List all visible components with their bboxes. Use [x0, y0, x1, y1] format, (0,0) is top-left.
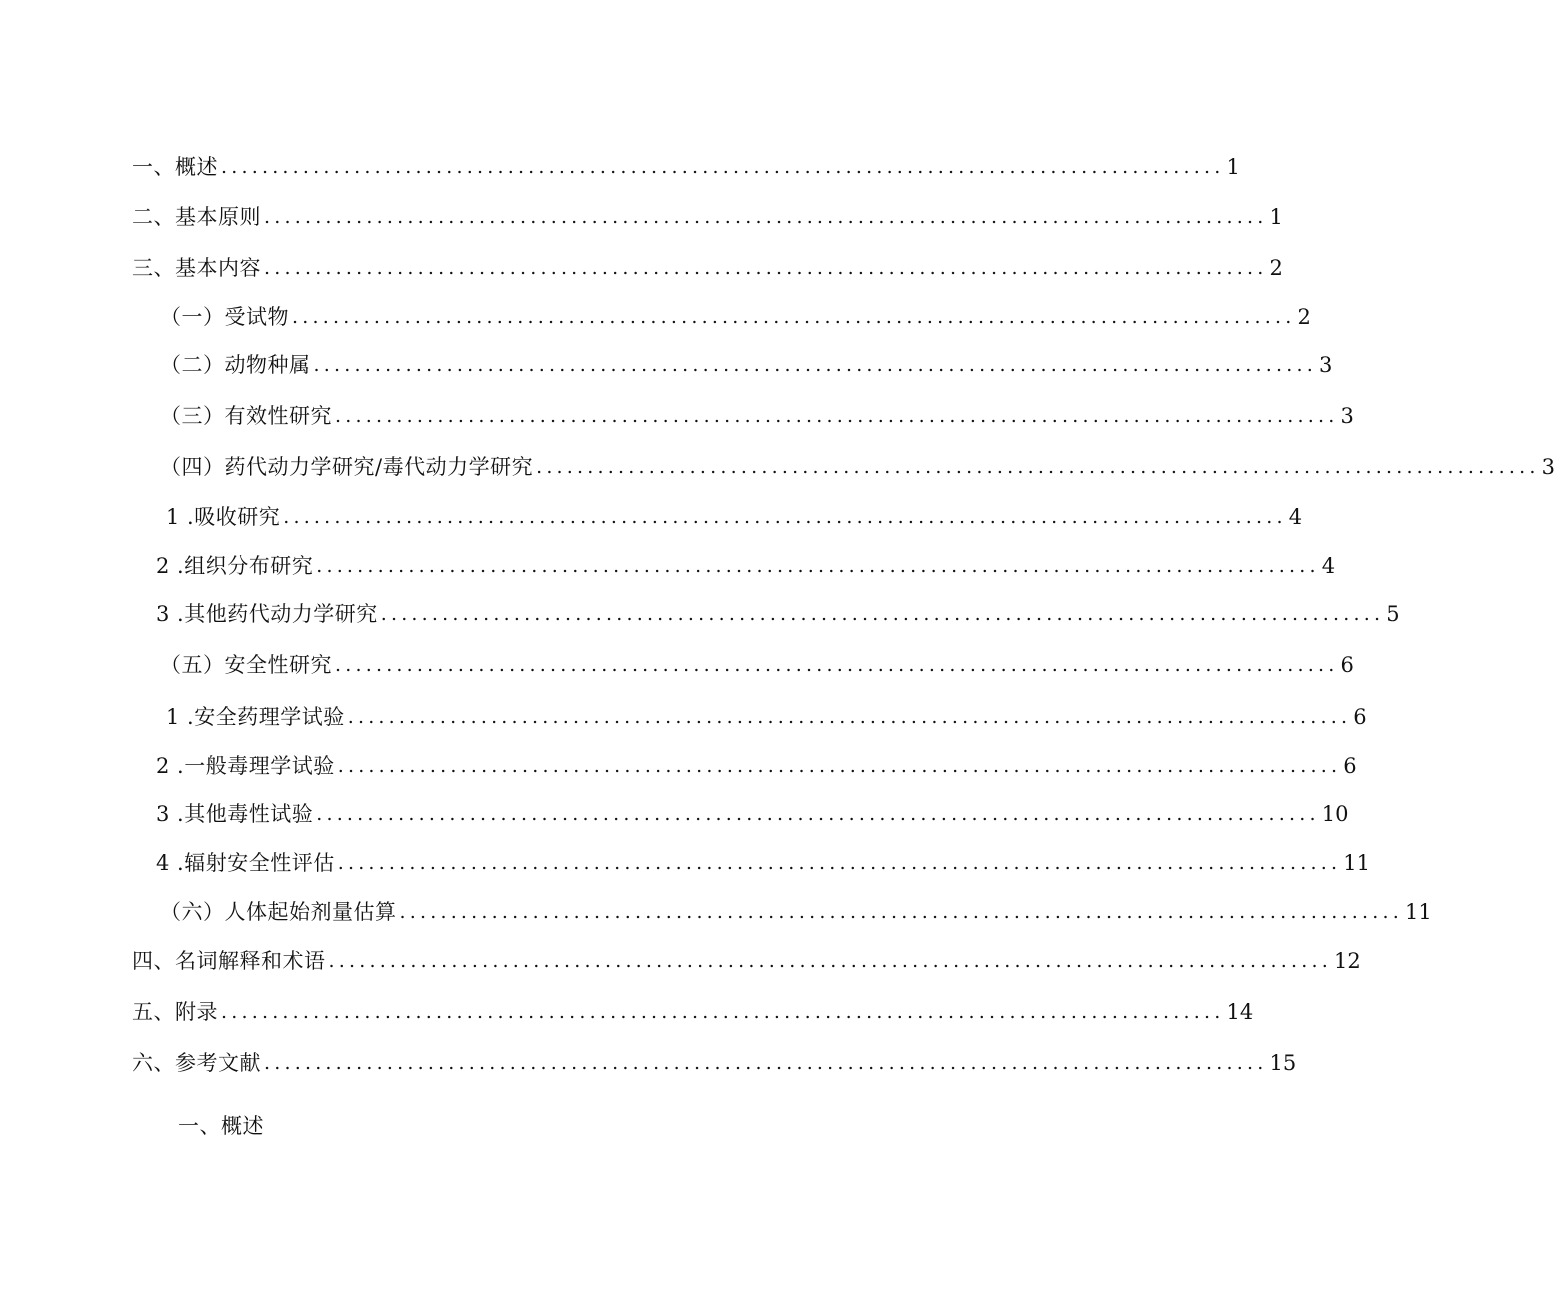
toc-page-number: 3 [1340, 404, 1354, 428]
toc-dot-leader: .................................................................................................. [316, 803, 1320, 825]
toc-page-number: 15 [1269, 1051, 1297, 1075]
toc-dot-leader: .................................................................................................. [264, 257, 1268, 279]
toc-dot-leader: .................................................................................................. [399, 901, 1403, 923]
toc-entry-label: 1 .安全药理学试验 [166, 705, 345, 729]
toc-entry-label: （一）受试物 [160, 305, 289, 329]
toc-entry-label: （五）安全性研究 [160, 653, 332, 677]
toc-entry-label: 六、参考文献 [132, 1051, 261, 1075]
toc-entry-label: （三）有效性研究 [160, 404, 332, 428]
toc-page-number: 1 [1269, 205, 1283, 229]
toc-page-number: 14 [1226, 1000, 1254, 1024]
toc-dot-leader: .................................................................................................. [335, 654, 1339, 676]
toc-entry-label: 1 .吸收研究 [166, 505, 281, 529]
toc-entry-general-toxicology[interactable] [156, 749, 1357, 783]
toc-entry-overview[interactable] [132, 150, 1240, 184]
toc-entry-appendix[interactable] [132, 995, 1254, 1029]
toc-page-number: 3 [1318, 353, 1333, 377]
toc-entry-test-article[interactable] [160, 300, 1311, 334]
toc-page-number: 11 [1343, 851, 1370, 875]
toc-entry-animal-species[interactable] [160, 348, 1333, 382]
toc-entry-glossary[interactable] [132, 944, 1361, 978]
toc-dot-leader: .................................................................................................. [328, 950, 1332, 972]
toc-page-number: 12 [1333, 949, 1361, 973]
toc-dot-leader: .................................................................................................. [292, 306, 1296, 328]
toc-entry-label: 3 .其他毒性试验 [156, 802, 314, 826]
toc-dot-leader: .................................................................................................. [380, 603, 1385, 625]
section-heading-overview: 一、概述 [178, 1114, 264, 1138]
toc-entry-basic-principles[interactable] [132, 200, 1283, 234]
toc-dot-leader: .................................................................................................. [264, 206, 1268, 228]
toc-entry-efficacy-studies[interactable] [160, 399, 1354, 433]
toc-page-number: 5 [1386, 602, 1400, 626]
toc-dot-leader: .................................................................................................. [347, 706, 1352, 728]
toc-dot-leader: .................................................................................................. [221, 1001, 1225, 1023]
toc-page-number: 11 [1404, 900, 1432, 924]
toc-entry-safety-pharmacology[interactable] [166, 700, 1367, 734]
toc-entry-label: 4 .辐射安全性评估 [156, 851, 335, 875]
toc-dot-leader: .................................................................................................. [337, 755, 1342, 777]
toc-entry-label: 二、基本原则 [132, 205, 261, 229]
toc-page-number: 6 [1353, 705, 1367, 729]
toc-page-number: 6 [1340, 653, 1354, 677]
toc-entry-other-pk[interactable] [156, 597, 1400, 631]
toc-page-number: 2 [1297, 305, 1311, 329]
toc-entry-absorption[interactable] [166, 500, 1303, 534]
toc-page-number: 1 [1226, 155, 1240, 179]
toc-entry-pharmacokinetics[interactable] [160, 450, 1555, 484]
toc-entry-label: （四）药代动力学研究/毒代动力学研究 [160, 455, 534, 479]
toc-dot-leader: .................................................................................................. [313, 354, 1317, 376]
toc-entry-label: （六）人体起始剂量估算 [160, 900, 397, 924]
toc-entry-label: （二）动物种属 [160, 353, 311, 377]
toc-entry-references[interactable] [132, 1046, 1297, 1080]
toc-entry-label: 2 .组织分布研究 [156, 554, 314, 578]
toc-entry-label: 3 .其他药代动力学研究 [156, 602, 378, 626]
toc-dot-leader: .................................................................................................. [337, 852, 1342, 874]
toc-page-number: 6 [1343, 754, 1357, 778]
toc-dot-leader: .................................................................................................. [536, 456, 1540, 478]
toc-entry-basic-content[interactable] [132, 251, 1283, 285]
toc-dot-leader: .................................................................................................. [221, 156, 1225, 178]
toc-entry-starting-dose[interactable] [160, 895, 1432, 929]
toc-page-number: 4 [1288, 505, 1303, 529]
toc-page-number: 4 [1321, 554, 1336, 578]
toc-page-number: 3 [1541, 455, 1555, 479]
toc-entry-label: 三、基本内容 [132, 256, 261, 280]
toc-dot-leader: .................................................................................................. [283, 506, 1287, 528]
toc-page-number: 10 [1321, 802, 1349, 826]
toc-dot-leader: .................................................................................................. [264, 1052, 1268, 1074]
toc-dot-leader: .................................................................................................. [335, 405, 1339, 427]
toc-page-number: 2 [1269, 256, 1283, 280]
toc-entry-safety-studies[interactable] [160, 648, 1354, 682]
toc-entry-label: 一、概述 [132, 155, 218, 179]
toc-entry-tissue-distribution[interactable] [156, 549, 1336, 583]
toc-dot-leader: .................................................................................................. [316, 555, 1320, 577]
toc-entry-label: 2 .一般毒理学试验 [156, 754, 335, 778]
toc-entry-radiation-safety[interactable] [156, 846, 1370, 880]
toc-entry-label: 五、附录 [132, 1000, 218, 1024]
toc-entry-other-toxicity[interactable] [156, 797, 1349, 831]
toc-entry-label: 四、名词解释和术语 [132, 949, 326, 973]
